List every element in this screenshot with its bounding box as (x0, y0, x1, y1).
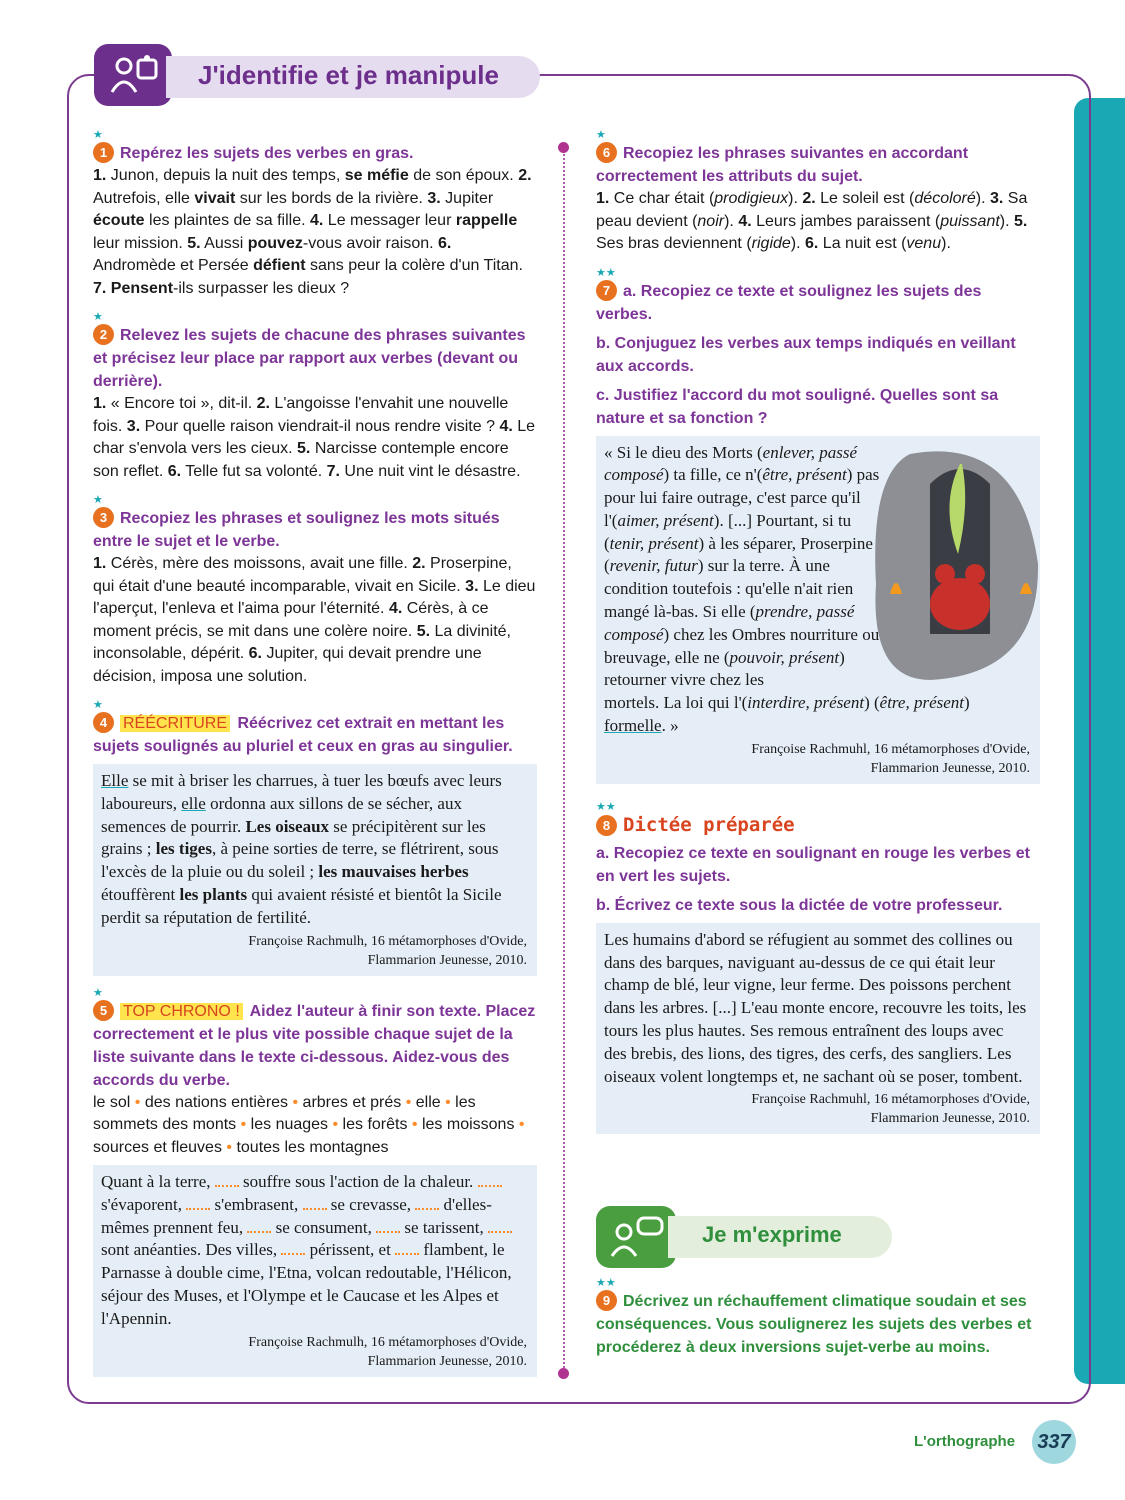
exercise-2 (93, 310, 537, 483)
page-number: 337 (1032, 1420, 1076, 1464)
quote-source: Françoise Rachmulh, 16 métamorphoses d'Ovide, Flammarion Jeunesse, 2010. (248, 1334, 527, 1369)
star-icon: ★ (93, 699, 103, 711)
exercise-4 (93, 698, 537, 976)
exercise-number: 3 (93, 507, 114, 528)
exercise-instruction-a: a. Recopiez ce texte en soulignant en rouge les verbes et en vert les sujets. (596, 844, 1030, 885)
right-column (596, 128, 1040, 1144)
star-icon: ★ (596, 129, 606, 141)
quote-source: Françoise Rachmuhl, 16 métamorphoses d'Ovide, Flammarion Jeunesse, 2010. (751, 1092, 1030, 1127)
speech-people-icon (596, 1206, 676, 1268)
dictee-title: Dictée préparée (623, 813, 795, 836)
exercise-number: 1 (93, 142, 114, 163)
exercise-instruction-b: b. Conjuguez les verbes aux temps indiqués en veillant aux accords. (596, 334, 1016, 375)
exercise-text: 1. « Encore toi », dit-il. 2. L'angoisse l'envahit une nouvelle fois. 3. Pour quelle raison viendrait-il nous rendre visite ? 4. Le char s'envola vers les cieux. 5. Narcisse contemple encore son reflet. 6. Telle fut sa volonté. 7. Une nuit vint le désastre. (93, 395, 536, 480)
exercise-3 (93, 493, 537, 688)
cerberus-illustration (870, 444, 1040, 684)
page-title: J'identifie et je manipule (198, 60, 499, 90)
quote-source: Françoise Rachmulh, 16 métamorphoses d'Ovide, Flammarion Jeunesse, 2010. (248, 933, 527, 968)
exercise-instruction-a: a. Recopiez ce texte et soulignez les sujets des verbes. (596, 282, 982, 323)
quote-text: Quant à la terre, souffre sous l'action de la chaleur. s'évaporent, s'embrasent, se crevasse, d'elles-mêmes prennent feu, se consument, se tarissent, sont anéanties. Des villes, périssent, et flambent, le Parnasse à double cime, l'Etna, volcan redoutable, l'Hélicon, séjour des Muses, et l'Olympe et le Caucase et les Alpes et l'Apennin. (101, 1172, 512, 1328)
quote-text: Elle se mit à briser les charrues, à tuer les bœufs avec leurs laboureurs, elle ordonna aux sillons de se sécher, aux semences de pourrir. Les oiseaux se précipitèrent sur les grains ; les tiges, à peine sorties de terre, se flétrirent, sous l'excès de la pluie ou du soleil ; les mauvaises herbes étouffèrent les plants qui avaient résisté et bientôt la Sicile perdit sa réputation de fertilité. (101, 771, 502, 927)
star-icon: ★ (93, 311, 103, 323)
exercise-instruction: Recopiez les phrases suivantes en accordant correctement les attributs du sujet. (596, 145, 969, 185)
star-icon: ★ (93, 494, 103, 506)
exercise-tag: TOP CHRONO ! (120, 1003, 243, 1020)
quote-text: « Si le dieu des Morts (enlever, passé composé) ta fille, ce n'(être, présent) pas pour lui faire outrage, c'est parce qu'il l'(aimer, présent). [...] Pourtant, si tu (tenir, présent) à les séparer, Proserpine (revenir, futur) sur la terre. À une condition toutefois : qu'elle n'ait rien mangé là-bas. Si elle (prendre, passé composé) chez les Ombres nourriture ou breuvage, elle ne (pouvoir, présent) retourner vivre chez les (604, 442, 880, 690)
divider-dot (558, 142, 569, 153)
exercise-1 (93, 128, 537, 300)
exercise-instruction: Repérez les sujets des verbes en gras. (120, 145, 414, 162)
quote-text-end: mortels. La loi qui l'(interdire, présent) (être, présent) formelle. » (604, 693, 970, 736)
star-icon: ★★ (596, 266, 616, 279)
exercise-instruction: Recopiez les phrases et soulignez les mots situés entre le sujet et le verbe. (93, 510, 500, 550)
exercise-6 (596, 128, 1040, 256)
exercise-number: 8 (596, 815, 617, 836)
exercise-9 (596, 1276, 1040, 1359)
exercise-instruction-c: c. Justifiez l'accord du mot souligné. Quelles sont sa nature et sa fonction ? (596, 386, 999, 427)
exercise-number: 5 (93, 1000, 114, 1021)
star-icon: ★★ (596, 800, 616, 813)
exercise-number: 7 (596, 280, 617, 301)
quote-text: Les humains d'abord se réfugient au sommet des collines ou dans des barques, naviguant au-dessus de ce qui était leur champ de blé, leur vigne, leur ferme. Des poissons perchent dans les arbres. [...] L'eau monte encore, recouvre les toits, les tours les plus hautes. Ses remous entraînent des loups avec des brebis, des lions, des tigres, des cerfs, des sangliers. Les oiseaux volent longtemps et, ne sachant où se poser, tombent. (604, 929, 1027, 1086)
exercise-instruction: Aidez l'auteur à finir son texte. Placez correctement et le plus vite possible chaque sujet de la liste suivante dans le texte ci-dessous. Aidez-vous des accords du verbe. (93, 1002, 536, 1089)
quote-box (93, 1165, 537, 1377)
exercise-8 (596, 800, 1040, 1135)
exercise-number: 4 (93, 712, 114, 733)
footer-label: L'orthographe (914, 1433, 1016, 1450)
exercise-text: 1. Cérès, mère des moissons, avait une fille. 2. Proserpine, qui était d'une beauté incomparable, vivait en Sicile. 3. Le dieu l'aperçut, l'enleva et l'aima pour l'éternité. 4. Cérès, à ce moment précis, se mit dans une colère noire. 5. La divinité, inconsolable, dépérit. 6. Jupiter, qui devait prendre une décision, imposa une solution. (93, 555, 536, 685)
exercise-5 (93, 986, 537, 1377)
exercise-instruction: Décrivez un réchauffement climatique soudain et ses conséquences. Vous soulignerez les sujets des verbes et procéderez à deux inversions sujet-verbe au moins. (596, 1293, 1032, 1356)
exercise-number: 6 (596, 142, 617, 163)
exercise-instruction: Relevez les sujets de chacune des phrases suivantes et précisez leur place par rapport aux verbes (devant ou derrière). (93, 327, 526, 390)
exercise-text: 1. Junon, depuis la nuit des temps, se méfie de son époux. 2. Autrefois, elle vivait sur les bords de la rivière. 3. Jupiter écoute les plaintes de sa fille. 4. Le messager leur rappelle leur mission. 5. Aussi pouvez-vous avoir raison. 6. Andromède et Persée défient sans peur la colère d'un Titan. 7. Pensent-ils surpasser les dieux ? (93, 167, 532, 297)
left-column (93, 128, 537, 1387)
exercise-7 (596, 266, 1040, 784)
exercise-instruction-b: b. Écrivez ce texte sous la dictée de votre professeur. (596, 896, 1003, 914)
quote-box (596, 436, 1040, 784)
exercise-number: 9 (596, 1290, 617, 1311)
exercise-tag: RÉÉCRITURE (120, 715, 230, 732)
star-icon: ★ (93, 986, 103, 999)
section-title: Je m'exprime (702, 1222, 842, 1247)
quote-box (93, 764, 537, 976)
star-icon: ★ (93, 129, 103, 141)
exercise-text: 1. Ce char était (prodigieux). 2. Le soleil est (décoloré). 3. Sa peau devient (noir). 4. Leurs jambes paraissent (puissant). 5. Ses bras deviennent (rigide). 6. La nuit est (venu). (596, 190, 1028, 252)
star-icon: ★★ (596, 1277, 616, 1289)
column-divider (563, 146, 565, 1368)
exercise-instruction: Réécrivez cet extrait en mettant les sujets soulignés au pluriel et ceux en gras au singulier. (93, 715, 513, 755)
divider-dot (558, 1368, 569, 1379)
quote-source: Françoise Rachmuhl, 16 métamorphoses d'Ovide, Flammarion Jeunesse, 2010. (751, 741, 1030, 776)
quote-box (596, 923, 1040, 1135)
puzzle-people-icon (94, 44, 172, 106)
word-list: le sol • des nations entières • arbres et prés • elle • les sommets des monts • les nuages • les forêts • les moissons • sources et fleuves • toutes les montagnes (93, 1093, 525, 1156)
exercise-number: 2 (93, 324, 114, 345)
